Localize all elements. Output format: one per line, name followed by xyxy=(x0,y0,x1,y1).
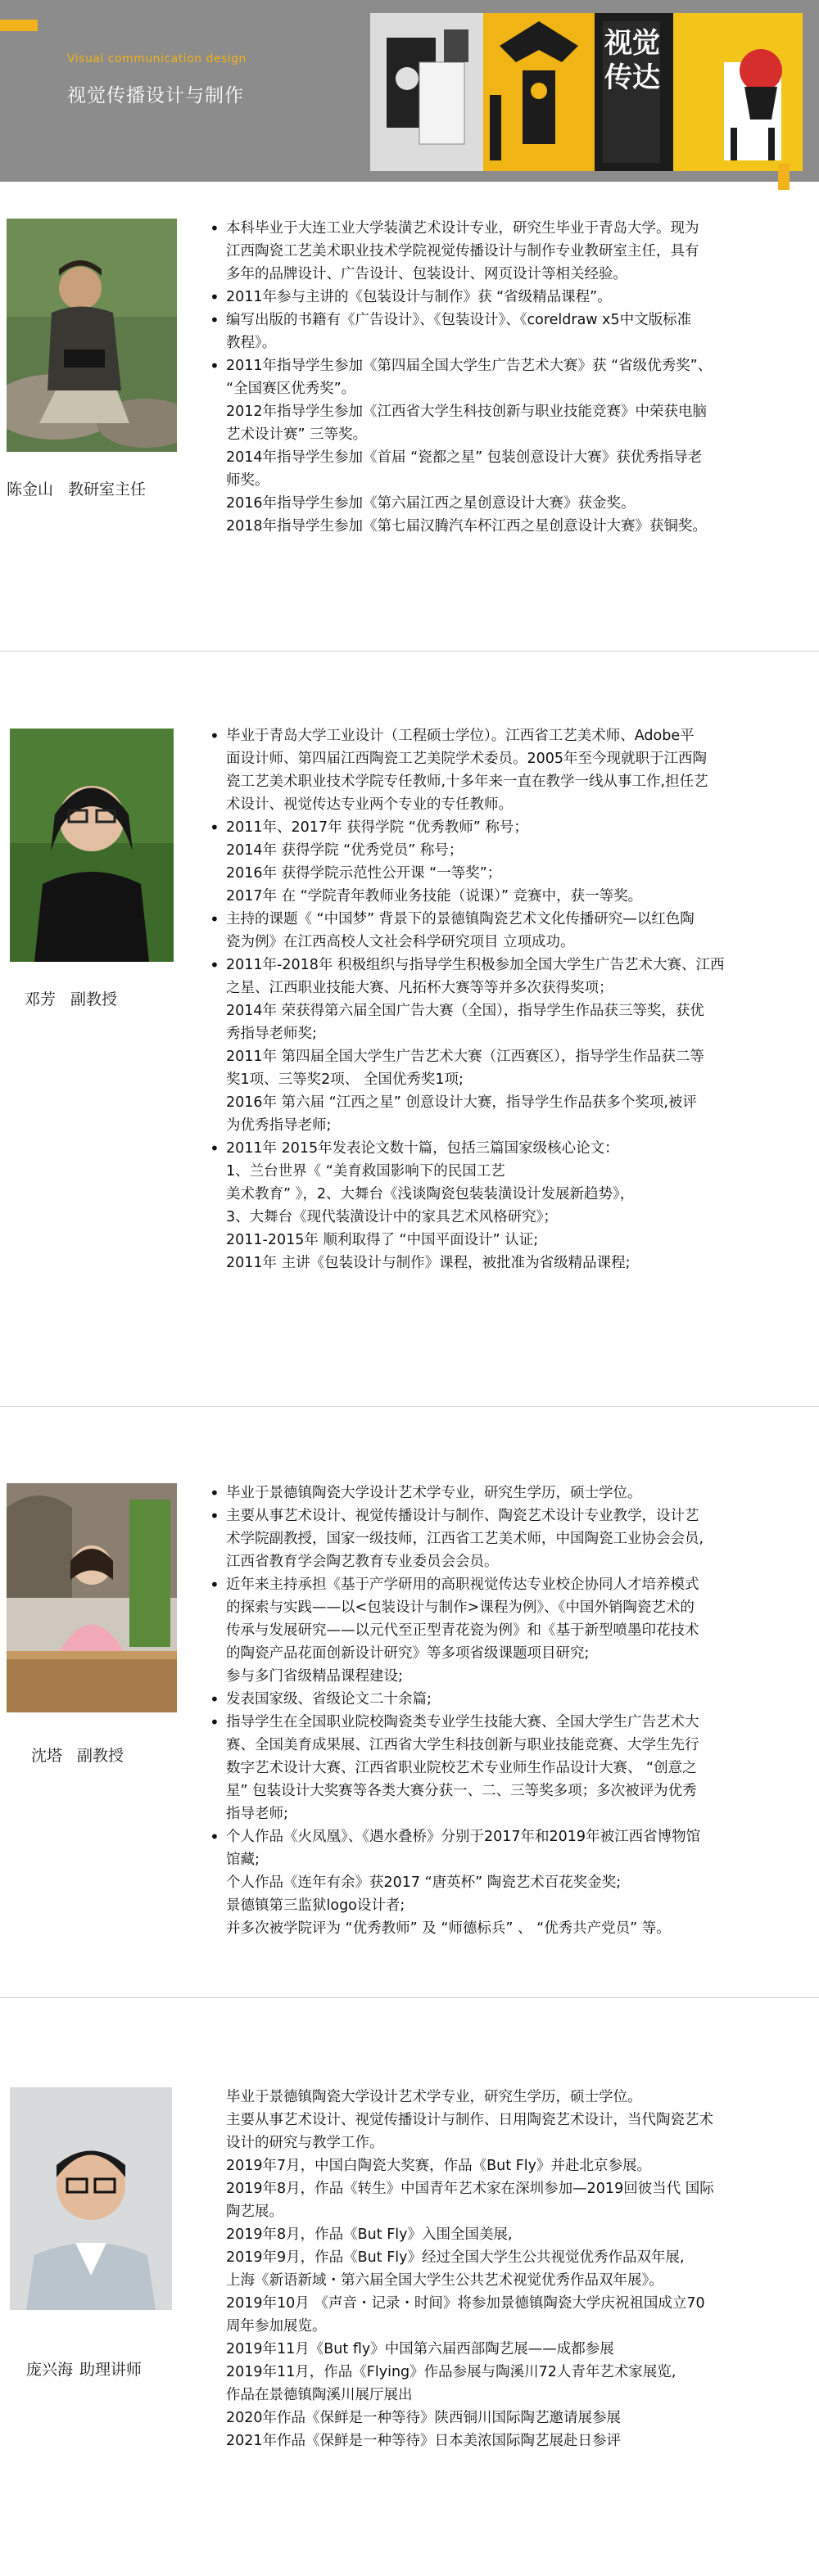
bio-line: 星” 包装设计大奖赛等各类大赛分获一、二、三等奖多项；多次被评为优秀 xyxy=(226,1783,697,1799)
bio-item xyxy=(226,816,812,839)
bio-line: 师奖。 xyxy=(226,472,269,489)
bio-line: 2019年8月，作品《转生》中国青年艺术家在深圳参加—2019回彼当代 国际 xyxy=(226,2181,714,2197)
bio-line: 2011年 第四届全国大学生广告艺术大赛（江西赛区），指导学生作品获二等 xyxy=(226,1049,704,1065)
avatar xyxy=(10,2087,172,2310)
poster-image-4 xyxy=(699,13,803,171)
bio-line: 美术教育” 》，2、大舞台《浅谈陶瓷包装装潢设计发展新趋势》， xyxy=(226,1186,635,1202)
bio-line: 多年的品牌设计、广告设计、包装设计、网页设计等相关经验。 xyxy=(226,266,627,282)
bio-line: 毕业于景德镇陶瓷大学设计艺术学专业，研究生学历，硕士学位。 xyxy=(226,2089,642,2105)
bio-line: 2017年 在 “学院青年教师业务技能（说课）” 竞赛中，获一等奖。 xyxy=(226,888,643,905)
bio-line: 教程》。 xyxy=(226,335,277,351)
bio-item xyxy=(226,954,812,999)
teacher-title: 副教授 xyxy=(70,990,118,1008)
bio-item xyxy=(226,309,812,354)
profile-caption xyxy=(26,2357,142,2380)
bio-line: • 个人作品《火凤凰》、《遇水叠桥》分别于2017年和2019年被江西省博物馆 xyxy=(226,1829,701,1845)
bio-line: 指导老师; xyxy=(226,1806,288,1822)
bio-line: 并多次被学院评为 “优秀教师” 及 “师德标兵” 、 “优秀共产党员” 等。 xyxy=(226,1920,671,1937)
header-subtitle-en: Visual communication design xyxy=(67,52,247,65)
bio-line: 2019年7月，中国白陶瓷大奖赛，作品《But Fly》并赴北京参展。 xyxy=(226,2158,651,2174)
bio-item xyxy=(226,400,812,446)
bio-item xyxy=(226,1825,812,1940)
accent-bar xyxy=(0,20,38,31)
bio-line: 2016年 获得学院示范性公开课 “一等奖”； xyxy=(226,865,502,882)
poster-image-1 xyxy=(370,13,483,171)
bio-line: 2018年指导学生参加《第七届汉腾汽车杯江西之星创意设计大赛》获铜奖。 xyxy=(226,518,708,535)
bio-line: 2011年 主讲《包装设计与制作》课程，被批准为省级精品课程; xyxy=(226,1255,631,1271)
avatar xyxy=(10,729,174,962)
bio-line: 2014年指导学生参加《首届 “瓷都之星” 包装创意设计大赛》获优秀指导老 xyxy=(226,449,703,466)
bio-item xyxy=(226,839,812,862)
bio-line: 数字艺术设计大赛、江西省职业院校艺术专业师生作品设计大赛、 “创意之 xyxy=(226,1760,697,1776)
bio-line: 2019年10月 《声音・记录・时间》将参加景德镇陶瓷大学庆祝祖国成立70 xyxy=(226,2295,705,2312)
bio-line: 2019年8月，作品《But Fly》入围全国美展, xyxy=(226,2226,513,2243)
bio-line: • 2011年指导学生参加《第四届全国大学生广告艺术大赛》获 “省级优秀奖”、 xyxy=(226,358,713,374)
header-banner xyxy=(0,0,819,182)
bio-line: • 本科毕业于大连工业大学装潢艺术设计专业，研究生毕业于青岛大学。现为 xyxy=(226,220,699,237)
bio-item xyxy=(226,862,812,885)
bio-list xyxy=(226,2086,812,2452)
bio-line: • 2011年 2015年发表论文数十篇，包括三篇国家级核心论文： xyxy=(226,1140,619,1157)
bio-line: • 2011年-2018年 积极组织与指导学生积极参加全国大学生广告艺术大赛、江西 xyxy=(226,957,725,973)
poster-image-2 xyxy=(483,13,595,171)
bio-item xyxy=(226,2292,812,2338)
bio-line: 瓷工艺美术职业技术学院专任教师,十多年来一直在教学一线从事工作,担任艺 xyxy=(226,774,708,790)
bio-line: 术学院副教授，国家一级技师，江西省工艺美术师，中国陶瓷工业协会会员, xyxy=(226,1531,704,1547)
bio-line: • 2011年、2017年 获得学院 “优秀教师” 称号； xyxy=(226,819,528,836)
bio-line: 2019年11月《But fly》中国第六届西部陶艺展——成都参展 xyxy=(226,2341,614,2357)
profile-caption xyxy=(25,987,117,1009)
teacher-name: 陈金山 xyxy=(7,480,54,499)
bio-item xyxy=(226,286,812,309)
bio-item xyxy=(226,2086,812,2109)
teacher-title: 助理讲师 xyxy=(79,2361,143,2379)
poster-strip xyxy=(370,13,803,171)
bio-line: 1、兰台世界《 “美育救国影响下的民国工艺 xyxy=(226,1163,505,1180)
bio-line: 设计的研究与教学工作。 xyxy=(226,2135,384,2151)
bio-line: “全国赛区优秀奖”。 xyxy=(226,381,356,397)
bio-line: 为优秀指导老师; xyxy=(226,1117,332,1134)
profile-caption xyxy=(7,477,146,499)
bio-item xyxy=(226,724,812,816)
page-title: 视觉传播设计与制作 xyxy=(67,85,244,106)
teacher-name: 邓芳 xyxy=(25,990,57,1008)
bio-list xyxy=(226,217,812,538)
bio-line: 个人作品《连年有余》获2017 “唐英杯” 陶瓷艺术百花奖金奖; xyxy=(226,1874,622,1891)
bio-line: 2020年作品《保鲜是一种等待》陕西铜川国际陶艺邀请展参展 xyxy=(226,2410,622,2426)
bio-line: 传承与发展研究——以元代至正型青花瓷为例》和《基于新型喷墨印花技术 xyxy=(226,1622,699,1639)
bio-line: 2021年作品《保鲜是一种等待》日本美浓国际陶艺展赴日参评 xyxy=(226,2433,622,2449)
bio-item xyxy=(226,908,812,954)
bio-line: 术设计、视觉传达专业两个专业的专任教师。 xyxy=(226,796,513,813)
section-divider xyxy=(0,1997,819,1998)
bio-line: 之星、江西职业技能大赛、凡拓杯大赛等等并多次获得奖项； xyxy=(226,980,613,996)
bio-line: 陶艺展。 xyxy=(226,2204,283,2220)
bio-line: 景德镇第三监狱logo设计者; xyxy=(226,1897,405,1914)
bio-item xyxy=(226,354,812,400)
bio-item xyxy=(226,1505,812,1573)
bio-item xyxy=(226,217,812,286)
teacher-name: 庞兴海 xyxy=(26,2361,74,2379)
bio-item xyxy=(226,492,812,515)
bio-item xyxy=(226,1160,812,1274)
poster-title-text: 视觉传达 xyxy=(604,27,660,94)
bio-line: 瓷为例》在江西高校人文社会科学研究项目 立项成功。 xyxy=(226,934,575,950)
bio-line: 主要从事艺术设计、视觉传播设计与制作、日用陶瓷艺术设计，当代陶瓷艺术 xyxy=(226,2112,713,2128)
teacher-title: 副教授 xyxy=(77,1747,124,1765)
bio-line: 2016年指导学生参加《第六届江西之星创意设计大赛》获金奖。 xyxy=(226,495,636,512)
bio-line: 的陶瓷产品花面创新设计研究》等多项省级课题项目研究; xyxy=(226,1645,590,1662)
profile-caption xyxy=(31,1744,124,1766)
bio-item xyxy=(226,2361,812,2407)
bio-line: 面设计师、第四届江西陶瓷工艺美院学术委员。2005年至今现就职于江西陶 xyxy=(226,751,708,767)
bio-item xyxy=(226,1688,812,1711)
bio-item xyxy=(226,446,812,492)
bio-line: 秀指导老师奖; xyxy=(226,1026,317,1042)
bio-line: • 主持的课题《 “中国梦” 背景下的景德镇陶瓷艺术文化传播研究—以红色陶 xyxy=(226,911,695,927)
bio-line: 馆藏; xyxy=(226,1852,260,1868)
bio-item xyxy=(226,515,812,538)
accent-bar-right xyxy=(778,164,790,190)
bio-line: 3、大舞台《现代装潢设计中的家具艺术风格研究》； xyxy=(226,1209,558,1225)
bio-line: 奖1项、三等奖2项、 全国优秀奖1项; xyxy=(226,1071,464,1088)
bio-line: 参与多门省级精品课程建设; xyxy=(226,1668,403,1685)
bio-item xyxy=(226,1091,812,1137)
poster-image-3 xyxy=(595,13,699,171)
bio-item xyxy=(226,2223,812,2246)
bio-line: 2011-2015年 顺利取得了 “中国平面设计” 认证; xyxy=(226,1232,539,1248)
bio-line: • 毕业于景德镇陶瓷大学设计艺术学专业，研究生学历，硕士学位。 xyxy=(226,1485,642,1501)
teacher-title: 教研室主任 xyxy=(68,480,147,499)
bio-item xyxy=(226,2246,812,2292)
bio-line: 的探索与实践——以<包装设计与制作>课程为例》、《中国外销陶瓷艺术的 xyxy=(226,1599,695,1616)
bio-item xyxy=(226,2429,812,2452)
bio-line: • 主要从事艺术设计、视觉传播设计与制作、陶瓷艺术设计专业教学，设计艺 xyxy=(226,1508,699,1524)
bio-item xyxy=(226,885,812,908)
bio-item xyxy=(226,2109,812,2154)
bio-item xyxy=(226,999,812,1045)
section-divider xyxy=(0,1406,819,1407)
bio-line: 赛、全国美育成果展、江西省大学生科技创新与职业技能竞赛、大学生先行 xyxy=(226,1737,699,1753)
bio-line: 江西省教育学会陶艺教育专业委员会会员。 xyxy=(226,1554,499,1570)
bio-line: • 毕业于青岛大学工业设计（工程硕士学位）。江西省工艺美术师、Adobe平 xyxy=(226,728,695,744)
bio-line: 江西陶瓷工艺美术职业技术学院视觉传播设计与制作专业教研室主任，具有 xyxy=(226,243,699,259)
bio-line: • 2011年参与主讲的《包装设计与制作》获 “省级精品课程”。 xyxy=(226,289,612,305)
bio-item xyxy=(226,1045,812,1091)
bio-item xyxy=(226,2338,812,2361)
bio-line: 作品在景德镇陶溪川展厅展出 xyxy=(226,2387,413,2403)
bio-line: 上海《新语新域・第六届全国大学生公共艺术视觉优秀作品双年展》。 xyxy=(226,2272,663,2289)
bio-list xyxy=(226,724,812,1274)
bio-line: 2012年指导学生参加《江西省大学生科技创新与职业技能竞赛》中荣获电脑 xyxy=(226,404,708,420)
bio-item xyxy=(226,1482,812,1505)
bio-line: 2016年 第六届 “江西之星” 创意设计大赛，指导学生作品获多个奖项,被评 xyxy=(226,1094,697,1111)
avatar xyxy=(7,1483,177,1712)
bio-item xyxy=(226,1137,812,1160)
bio-line: • 发表国家级、省级论文二十余篇; xyxy=(226,1691,432,1708)
section-divider xyxy=(0,651,819,652)
bio-item xyxy=(226,2154,812,2177)
bio-line: • 近年来主持承担《基于产学研用的高职视觉传达专业校企协同人才培养模式 xyxy=(226,1577,699,1593)
bio-line: 周年参加展览。 xyxy=(226,2318,327,2335)
bio-line: 2014年 获得学院 “优秀党员” 称号； xyxy=(226,842,464,859)
bio-item xyxy=(226,2407,812,2429)
avatar xyxy=(7,219,177,452)
bio-list xyxy=(226,1482,812,1940)
bio-line: 2019年11月，作品《Flying》作品参展与陶溪川72人青年艺术家展览, xyxy=(226,2364,676,2380)
bio-item xyxy=(226,1711,812,1825)
bio-line: • 指导学生在全国职业院校陶瓷类专业学生技能大赛、全国大学生广告艺术大 xyxy=(226,1714,699,1730)
bio-line: 2019年9月，作品《But Fly》经过全国大学生公共视觉优秀作品双年展, xyxy=(226,2249,685,2266)
bio-line: • 编写出版的书籍有《广告设计》、《包装设计》、《coreldraw x5中文版标准 xyxy=(226,312,692,328)
bio-line: 艺术设计赛” 三等奖。 xyxy=(226,426,368,443)
bio-item xyxy=(226,1573,812,1688)
teacher-name: 沈塔 xyxy=(31,1747,63,1765)
bio-item xyxy=(226,2177,812,2223)
bio-line: 2014年 荣获得第六届全国广告大赛（全国），指导学生作品获三等奖，获优 xyxy=(226,1003,704,1019)
